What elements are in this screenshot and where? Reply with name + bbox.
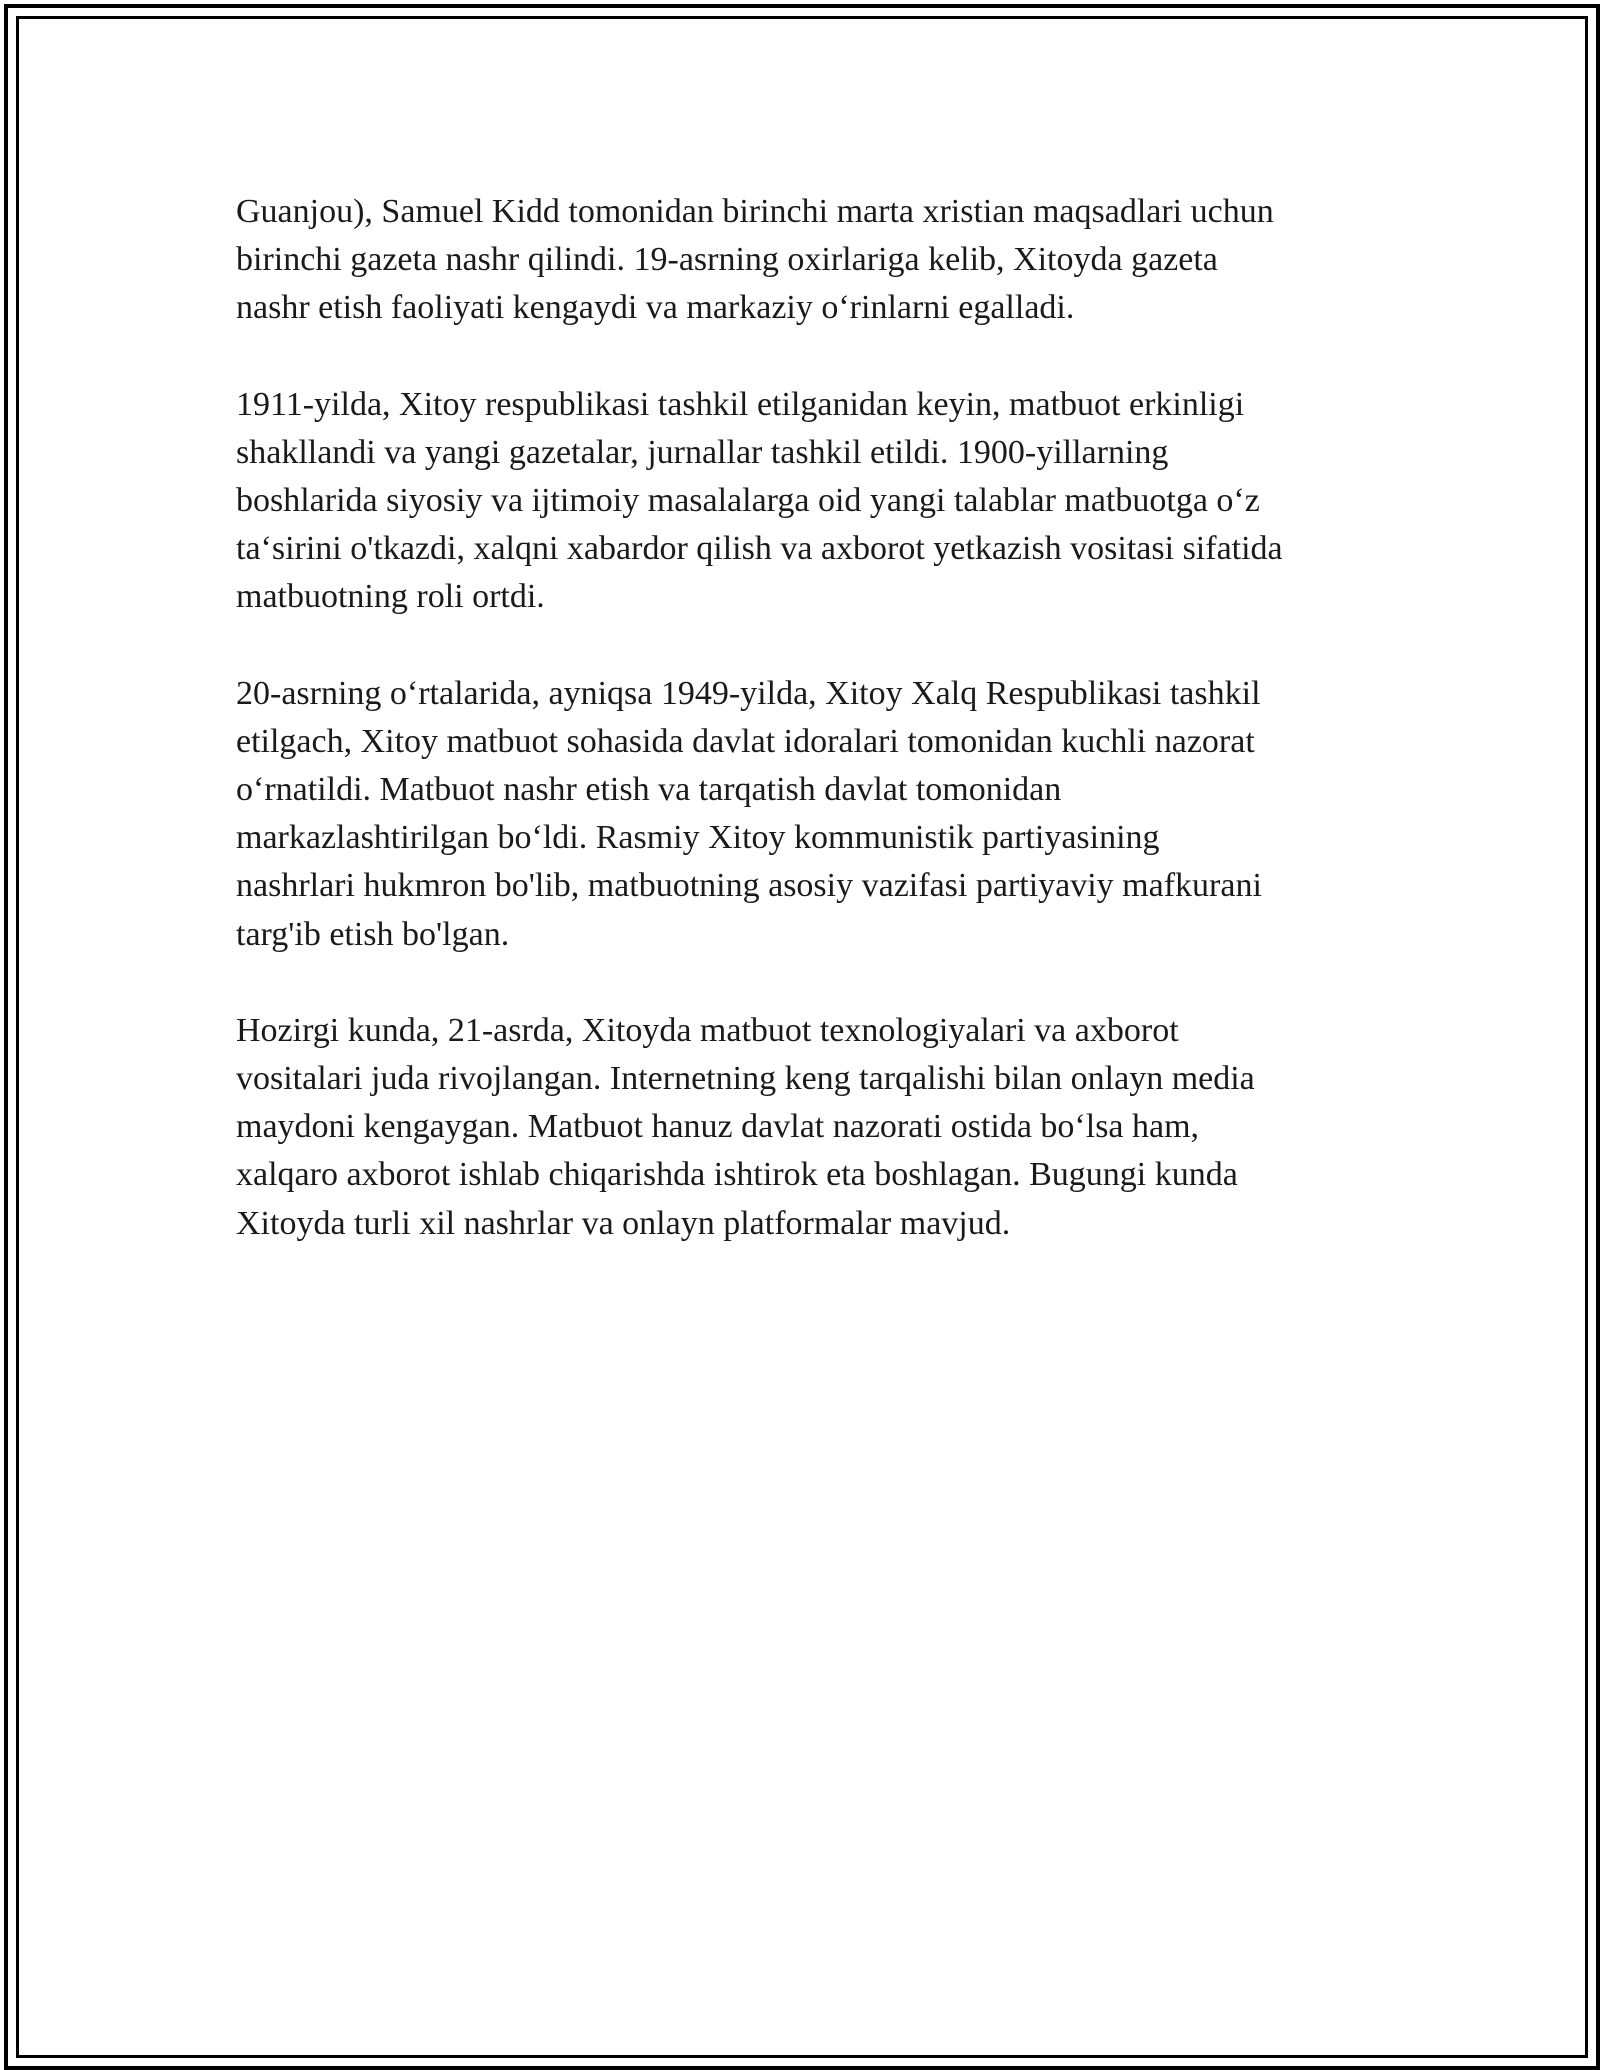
document-body bbox=[236, 188, 1376, 1296]
paragraph-4: Hozirgi kunda, 21-asrda, Xitoyda matbuot texnologiyalari va axborot vositalari juda rivojlangan. Internetning keng tarqalishi bilan onlayn media maydoni kengaygan. Matbuot hanuz davlat nazorati ostida boʻlsa ham, xalqaro axborot ishlab chiqarishda ishtirok eta boshlagan. Bugungi kunda Xitoyda turli xil nashrlar va onlayn platformalar mavjud. bbox=[236, 1011, 1255, 1242]
paragraph-1: Guanjou), Samuel Kidd tomonidan birinchi marta xristian maqsadlari uchun birinchi gazeta nashr qilindi. 19-asrning oxirlariga kelib, Xitoyda gazeta nashr etish faoliyati kengaydi va markaziy oʻrinlarni egalladi. bbox=[236, 193, 1274, 327]
paragraph-2: 1911-yilda, Xitoy respublikasi tashkil etilganidan keyin, matbuot erkinligi shakllandi va yangi gazetalar, jurnallar tashkil etildi. 1900-yillarning boshlarida siyosiy va ijtimoiy masalalarga oid yangi talablar matbuotga oʻz taʻsirini o'tkazdi, xalqni xabardor qilish va axborot yetkazish vositasi sifatida matbuotning roli ortdi. bbox=[236, 385, 1283, 616]
paragraph-3: 20-asrning oʻrtalarida, ayniqsa 1949-yilda, Xitoy Xalq Respublikasi tashkil etilgach, Xitoy matbuot sohasida davlat idoralari tomonidan kuchli nazorat oʻrnatildi. Matbuot nashr etish va tarqatish davlat tomonidan markazlashtirilgan boʻldi. Rasmiy Xitoy kommunistik partiyasining nashrlari hukmron bo'lib, matbuotning asosiy vazifasi partiyaviy mafkurani targ'ib etish bo'lgan. bbox=[236, 674, 1262, 953]
